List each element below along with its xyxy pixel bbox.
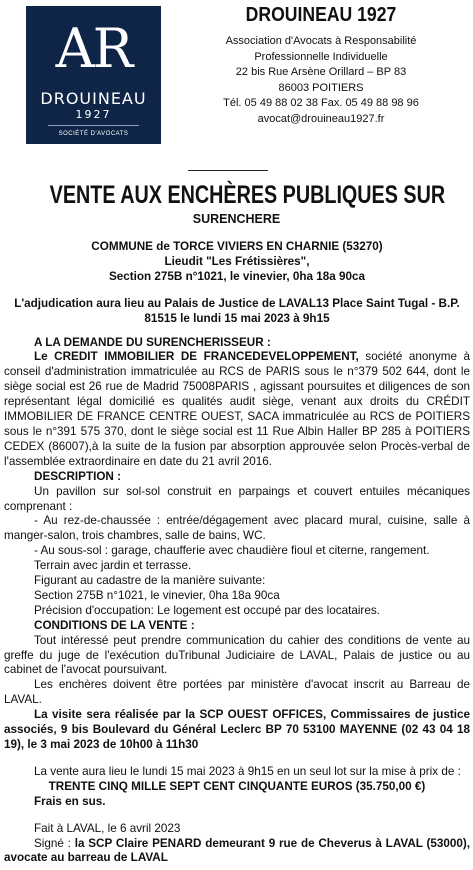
logo-name: DROUINEAU	[40, 89, 147, 108]
lieudit-line: Lieudit "Les Frétissières",	[164, 254, 310, 268]
demande-heading: A LA DEMANDE DU SURENCHERISSEUR :	[34, 335, 271, 349]
firm-address: 22 bis Rue Arsène Orillard – BP 83	[235, 66, 407, 79]
firm-email: avocat@drouineau1927.fr	[257, 112, 385, 125]
description-cadastre: Figurant au cadastre de la manière suivante:	[34, 574, 266, 588]
logo-divider	[48, 125, 139, 126]
visite-paragraph: La visite sera réalisée par la SCP OUEST OFFICES, Commissaires de justice associés, 9 bis Boulevard du Général Leclerc BP 70 53100 MAYENNE (02 43 04 18 19), le 3 mai 2023 de 10h00 à 11h30	[4, 708, 470, 751]
notice-subtitle: SURENCHERE	[192, 212, 281, 226]
header	[0, 0, 473, 160]
description-occupation: Précision d'occupation: Le logement est occupé par des locataires.	[34, 603, 380, 617]
adjudication-line: L'adjudication aura lieu au Palais de Justice de LAVAL13 Place Saint Tugal - B.P. 81515 le lundi 15 mai 2023 à 9h15	[14, 296, 460, 325]
mise-a-prix-amount: TRENTE CINQ MILLE SEPT CENT CINQUANTE EUROS (35.750,00 €)	[48, 779, 426, 793]
separator-line	[188, 170, 268, 171]
signe-label: Signé :	[34, 836, 71, 850]
firm-city: 86003 POITIERS	[278, 81, 364, 94]
signe-text: la SCP Claire PENARD demeurant 9 rue de Cheverus à LAVAL (53000), avocate au barreau de LAVAL	[4, 836, 470, 865]
description-rdc: - Au rez-de-chaussée : entrée/dégagement avec placard mural, cuisine, salle à manger-salon, trois chambres, salle de bains, WC.	[4, 514, 470, 543]
creditor-name: Le CREDIT IMMOBILIER DE FRANCEDEVELOPPEMENT,	[34, 350, 359, 364]
description-heading: DESCRIPTION :	[34, 469, 122, 483]
firm-line: Professionnelle Individuelle	[254, 50, 388, 63]
logo-monogram: AR	[55, 17, 132, 80]
demande-paragraph	[4, 350, 470, 469]
frais-line: Frais en sus.	[34, 794, 106, 808]
firm-name: DROUINEAU 1927	[245, 4, 397, 26]
description-section: Section 275B n°1021, le vinevier, 0ha 18a 90ca	[34, 588, 280, 602]
firm-phone: Tél. 05 49 88 02 38 Fax. 05 49 88 98 96	[223, 97, 419, 110]
mise-a-prix-intro: La vente aura lieu le lundi 15 mai 2023 à 9h15 en un seul lot sur la mise à prix de :	[34, 764, 461, 778]
conditions-paragraph-2: Les enchères doivent être portées par ministère d'avocat inscrit au Barreau de LAVAL.	[4, 678, 470, 707]
logo-subtitle: SOCIÉTÉ D'AVOCATS	[58, 131, 129, 137]
description-sous-sol: - Au sous-sol : garage, chaufferie avec chaudière fioul et citerne, rangement.	[34, 544, 430, 558]
commune-line: COMMUNE de TORCE VIVIERS EN CHARNIE (53270)	[91, 240, 383, 253]
firm-line: Association d'Avocats à Responsabilité	[225, 35, 417, 47]
firm-logo	[26, 6, 161, 144]
fait-line: Fait à LAVAL, le 6 avril 2023	[34, 821, 181, 835]
creditor-details: société anonyme à conseil d'administration immatriculée au RCS de PARIS sous le n°379 502 644, dont le siège social est 26 rue de Madrid 75008PARIS , agissant poursuites et diligences de son représentant légal domicilié es qualités audit siège, venant aux droits du CRÉDIT IMMOBILIER DE FRANCE CENTRE OUEST, SACA immatriculée au RCS de POITIERS sous le n°391 575 370, dont le siège social est 11 Rue Albin Haller BP 285 à POITIERS CEDEX (86007),à la suite de la fusion par absorption approuvée selon Procès-verbal de l'assemblée extraordinaire en date du 21 avril 2016.	[4, 350, 471, 468]
logo-year: 1927	[75, 108, 112, 121]
description-intro: Un pavillon sur sol-sol construit en parpaings et couvert entuiles mécaniques comprenant :	[4, 484, 470, 513]
conditions-paragraph-1: Tout intéressé peut prendre communication du cahier des conditions de vente au greffe du juge de l'exécution duTribunal Judiciaire de LAVAL, Palais de justice ou au cabinet de l'avocat poursuivant.	[4, 633, 470, 677]
notice-title: VENTE AUX ENCHÈRES PUBLIQUES SUR	[49, 181, 446, 209]
signature-paragraph	[4, 837, 470, 867]
description-terrain: Terrain avec jardin et terrasse.	[34, 559, 192, 573]
notice-body	[4, 240, 470, 866]
conditions-heading: CONDITIONS DE LA VENTE :	[34, 618, 195, 632]
firm-contact-block	[205, 4, 437, 128]
section-line: Section 275B n°1021, le vinevier, 0ha 18a 90ca	[108, 269, 366, 283]
